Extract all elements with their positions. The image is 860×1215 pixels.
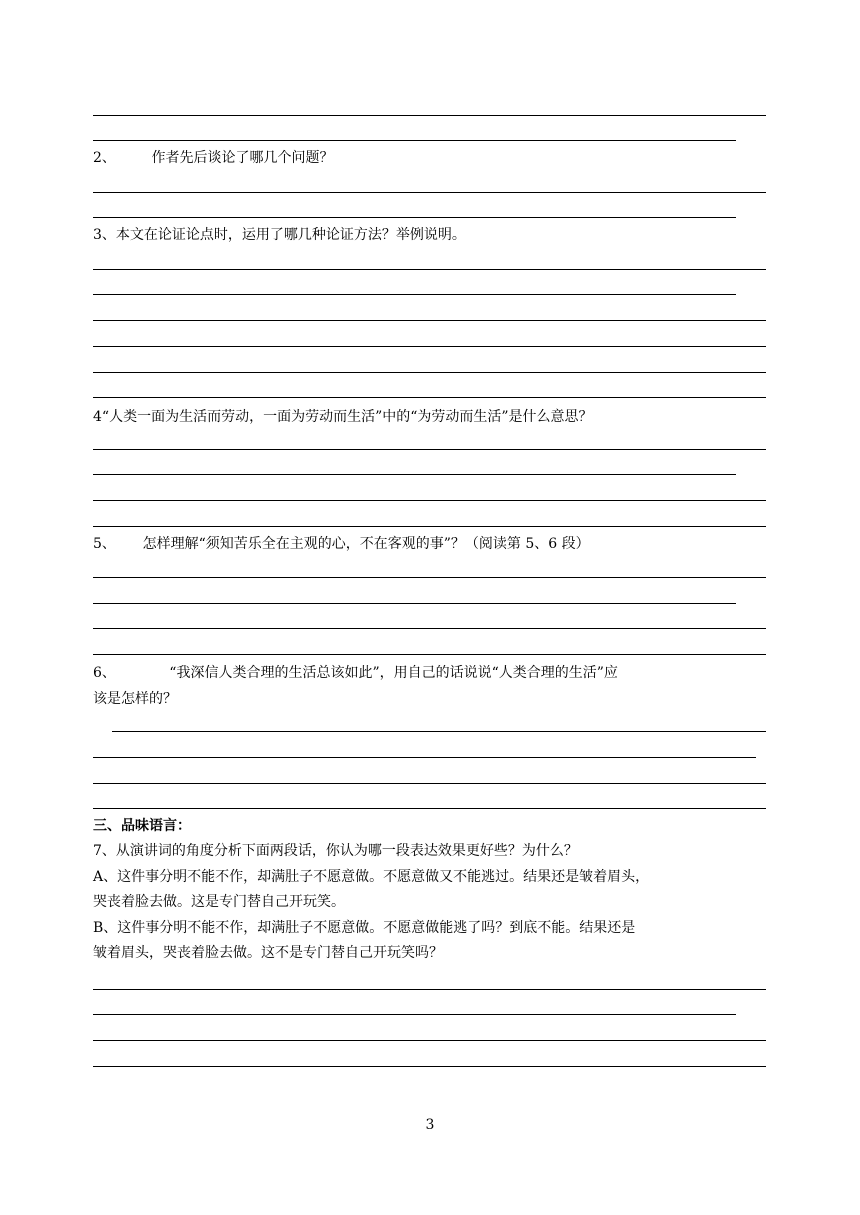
option-a-line-1: A、这件事分明不能不作，却满肚子不愿意做。不愿意做又不能逃过。结果还是皱着眉头，	[93, 869, 650, 885]
option-b-line-2: 皱着眉头，哭丧着脸去做。这不是专门替自己开玩笑吗？	[93, 945, 443, 961]
answer-line	[93, 1066, 766, 1067]
answer-line	[93, 808, 766, 809]
answer-line	[93, 1040, 766, 1041]
answer-line	[93, 783, 766, 784]
answer-line	[93, 115, 766, 116]
answer-line	[93, 989, 766, 990]
answer-line	[93, 603, 736, 604]
section-3-title: 三、品味语言：	[93, 818, 191, 834]
question-4: 4“人类一面为生活而劳动，一面为劳动而生活”中的“为劳动而生活”是什么意思？	[93, 409, 593, 425]
answer-line	[93, 294, 736, 295]
answer-line	[93, 654, 766, 655]
option-a-line-2: 哭丧着脸去做。这是专门替自己开玩笑。	[93, 894, 345, 910]
answer-line	[93, 140, 736, 141]
question-6-line-2: 该是怎样的？	[93, 691, 177, 707]
question-6-line-1: 6、 “我深信人类合理的生活总该如此”，用自己的话说说“人类合理的生活”应	[93, 665, 618, 681]
answer-line	[93, 628, 766, 629]
answer-line	[93, 526, 766, 527]
answer-line	[93, 192, 766, 193]
answer-line	[112, 731, 766, 732]
question-5: 5、 怎样理解“须知苦乐全在主观的心，不在客观的事”？（阅读第 5、6 段）	[93, 536, 590, 552]
answer-line	[93, 397, 766, 398]
answer-line	[93, 500, 766, 501]
option-b-line-1: B、这件事分明不能不作，却满肚子不愿意做。不愿意做能逃了吗？到底不能。结果还是	[93, 920, 636, 936]
answer-line	[93, 217, 736, 218]
question-2: 2、 作者先后谈论了哪几个问题？	[93, 150, 334, 166]
answer-line	[93, 320, 766, 321]
question-3: 3、本文在论证论点时，运用了哪几种论证方法？举例说明。	[93, 227, 466, 243]
answer-line	[93, 474, 736, 475]
answer-line	[93, 449, 766, 450]
question-7: 7、从演讲词的角度分析下面两段话，你认为哪一段表达效果更好些？为什么？	[93, 843, 578, 859]
answer-line	[93, 1014, 736, 1015]
answer-line	[93, 372, 766, 373]
answer-line	[93, 269, 766, 270]
answer-line	[93, 346, 766, 347]
page-number: 3	[425, 1117, 435, 1133]
answer-line	[93, 757, 756, 758]
answer-line	[93, 577, 766, 578]
